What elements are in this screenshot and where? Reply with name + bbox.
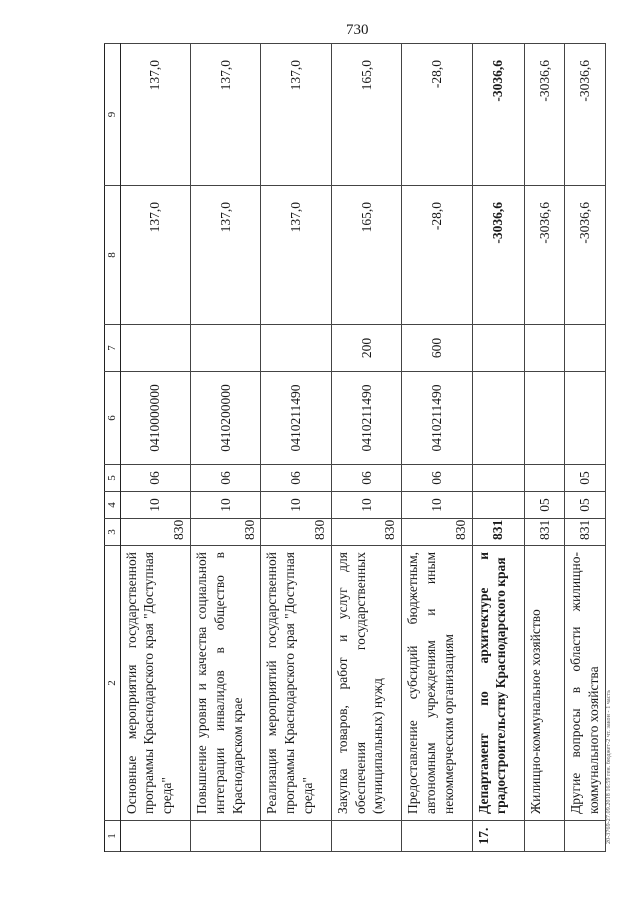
row-number (261, 821, 331, 852)
cell-ved: 830 (331, 519, 401, 546)
cell-csr: 0410211490 (261, 372, 331, 465)
cell-ved: 831 (472, 519, 524, 546)
row-number (331, 821, 401, 852)
cell-pr: 06 (190, 465, 260, 492)
table-row (402, 44, 472, 852)
cell-vr (565, 325, 606, 372)
cell-ved: 830 (261, 519, 331, 546)
cell-rz: 10 (120, 492, 190, 519)
cell-ved: 831 (565, 519, 606, 546)
cell-sum-9: 165,0 (331, 44, 401, 186)
cell-rz: 05 (524, 492, 564, 519)
cell-rz: 10 (331, 492, 401, 519)
header-cell: 6 (105, 372, 121, 465)
budget-table (104, 43, 606, 852)
cell-sum-8: -3036,6 (472, 186, 524, 325)
row-number (565, 821, 606, 852)
cell-ved: 830 (402, 519, 472, 546)
cell-sum-8: 137,0 (190, 186, 260, 325)
header-cell: 9 (105, 44, 121, 186)
row-number (190, 821, 260, 852)
cell-sum-9: -3036,6 (524, 44, 564, 186)
rotated-table-stage (104, 44, 606, 852)
row-name: Закупка товаров, работ и услуг для обеспечения государственных (муниципальных) нужд (331, 546, 401, 821)
cell-vr (524, 325, 564, 372)
header-cell: 8 (105, 186, 121, 325)
cell-vr: 600 (402, 325, 472, 372)
row-name: Предоставление субсидий бюджетным, автономным учреждениям и иным некоммерческим организациям (402, 546, 472, 821)
cell-vr (261, 325, 331, 372)
table-row-department (472, 44, 524, 852)
cell-sum-8: -3036,6 (565, 186, 606, 325)
cell-pr: 06 (402, 465, 472, 492)
cell-csr (565, 372, 606, 465)
cell-rz: 10 (261, 492, 331, 519)
row-number (402, 821, 472, 852)
cell-sum-9: -28,0 (402, 44, 472, 186)
header-cell: 3 (105, 519, 121, 546)
cell-ved: 831 (524, 519, 564, 546)
cell-sum-9: 137,0 (120, 44, 190, 186)
table-row (261, 44, 331, 852)
cell-pr: 06 (120, 465, 190, 492)
table-row (190, 44, 260, 852)
cell-sum-9: -3036,6 (472, 44, 524, 186)
rotated-table (104, 44, 606, 852)
header-row (105, 44, 121, 852)
footer-stamp: 20-3769-27.09.2018 16:59 ген. бюджет-2 чт. закон - 1 часть (606, 689, 612, 844)
cell-csr: 0410000000 (120, 372, 190, 465)
page-number: 730 (346, 22, 369, 38)
cell-vr: 200 (331, 325, 401, 372)
cell-vr (120, 325, 190, 372)
cell-rz: 10 (190, 492, 260, 519)
header-cell: 5 (105, 465, 121, 492)
table-row (120, 44, 190, 852)
cell-sum-9: -3036,6 (565, 44, 606, 186)
cell-csr: 0410200000 (190, 372, 260, 465)
table-row (524, 44, 564, 852)
row-number: 17. (472, 821, 524, 852)
cell-sum-8: 137,0 (120, 186, 190, 325)
cell-csr: 0410211490 (402, 372, 472, 465)
cell-sum-8: -3036,6 (524, 186, 564, 325)
header-cell: 1 (105, 821, 121, 852)
cell-vr (472, 325, 524, 372)
cell-pr: 06 (331, 465, 401, 492)
header-cell: 4 (105, 492, 121, 519)
cell-pr (524, 465, 564, 492)
cell-csr: 0410211490 (331, 372, 401, 465)
header-cell: 7 (105, 325, 121, 372)
cell-rz: 10 (402, 492, 472, 519)
cell-rz (472, 492, 524, 519)
cell-pr (472, 465, 524, 492)
row-name: Реализация мероприятий государственной программы Краснодарского края "Доступная среда" (261, 546, 331, 821)
row-name: Повышение уровня и качества социальной интеграции инвалидов в общество в Краснодарском крае (190, 546, 260, 821)
table-row (331, 44, 401, 852)
cell-ved: 830 (120, 519, 190, 546)
row-number (524, 821, 564, 852)
cell-rz: 05 (565, 492, 606, 519)
row-name: Другие вопросы в области жилищно-коммунального хозяйства (565, 546, 606, 821)
cell-vr (190, 325, 260, 372)
cell-csr (472, 372, 524, 465)
row-name: Основные мероприятия государственной программы Краснодарского края "Доступная среда" (120, 546, 190, 821)
cell-pr: 06 (261, 465, 331, 492)
cell-sum-9: 137,0 (261, 44, 331, 186)
row-number (120, 821, 190, 852)
cell-ved: 830 (190, 519, 260, 546)
cell-sum-8: 137,0 (261, 186, 331, 325)
row-name: Департамент по архитектуре и градостроительству Краснодарского края (472, 546, 524, 821)
cell-sum-8: 165,0 (331, 186, 401, 325)
cell-pr: 05 (565, 465, 606, 492)
cell-csr (524, 372, 564, 465)
table-row (565, 44, 606, 852)
row-name: Жилищно-коммунальное хозяйство (524, 546, 564, 821)
header-cell: 2 (105, 546, 121, 821)
cell-sum-8: -28,0 (402, 186, 472, 325)
cell-sum-9: 137,0 (190, 44, 260, 186)
